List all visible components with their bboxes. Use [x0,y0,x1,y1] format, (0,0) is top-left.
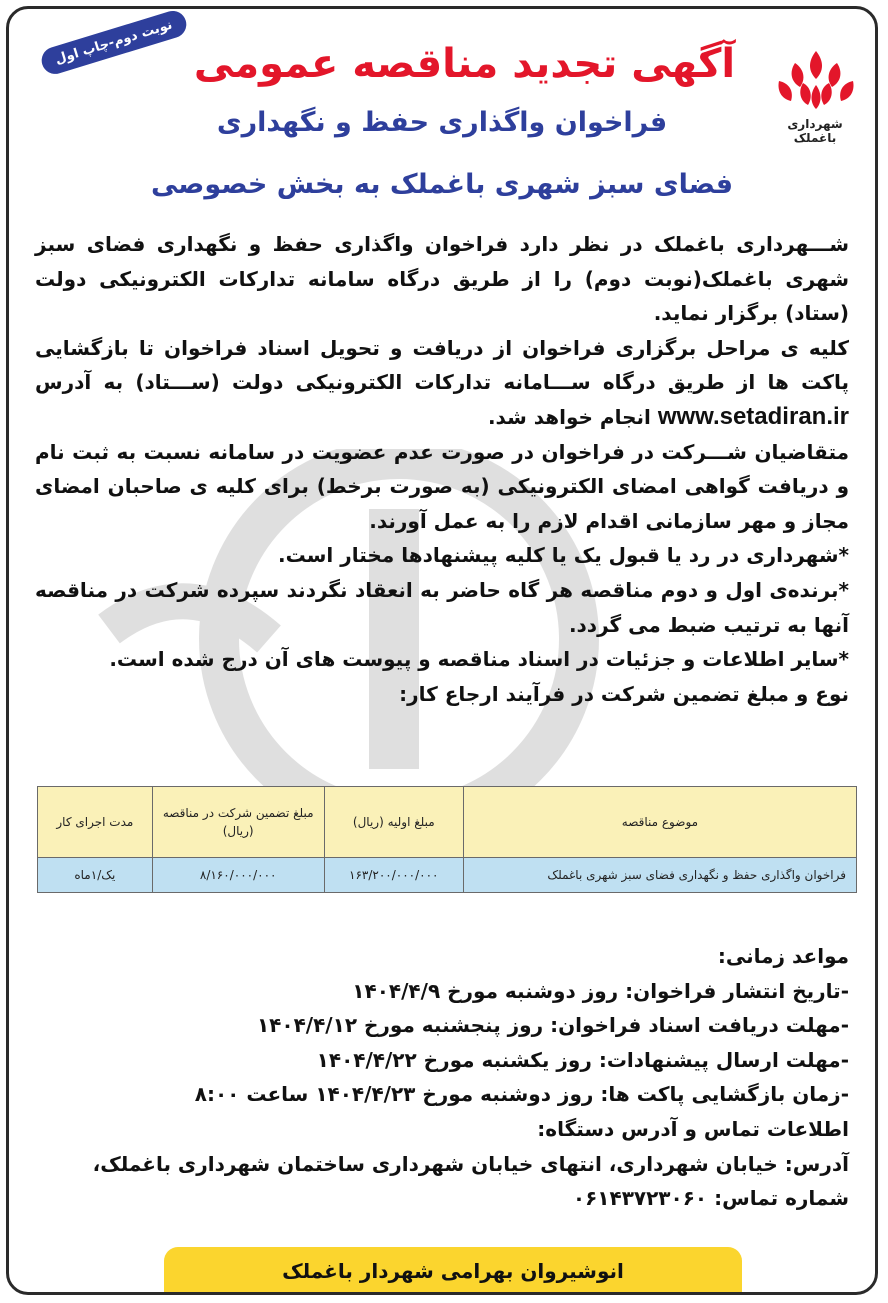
contact-heading: اطلاعات تماس و آدرس دستگاه: [537,1116,849,1141]
submit-deadline: -مهلت ارسال پیشنهادات: روز یکشنبه مورخ ۱۴۰۴/۴/۲۲ [316,1047,849,1072]
publish-date: -تاریخ انتشار فراخوان: روز دوشنبه مورخ ۱۴۰۴/۴/۹ [352,978,849,1003]
cell-guarantee-amount: ۸/۱۶۰/۰۰۰/۰۰۰ [152,858,324,893]
header-subject: موضوع مناقصه [463,787,856,858]
phone-line: شماره تماس: ۰۶۱۴۳۷۲۳۰۶۰ [572,1186,849,1211]
note-other-info: *سایر اطلاعات و جزئیات در اسناد مناقصه و پیوست های آن درج شده است. [109,647,849,672]
table-row [38,858,857,893]
header-initial-amount: مبلغ اولیه (ریال) [324,787,463,858]
paragraph-intro: شـــهرداری باغملک در نظر دارد فراخوان واگذاری حفظ و نگهداری فضای سبز شهری باغملک(نوبت دوم) را از طریق درگاه سامانه تدارکات الکترونیکی دولت (ستاد) برگزار نماید. [35,232,849,326]
cell-duration: یک/۱ماه [38,858,153,893]
cell-initial-amount: ۱۶۳/۲۰۰/۰۰۰/۰۰۰ [324,858,463,893]
cell-subject: فراخوان واگذاری حفظ و نگهداری فضای سبز شهری باغملک [463,858,856,893]
notice-title: آگهی تجدید مناقصه عمومی [193,41,736,87]
guarantee-heading: نوع و مبلغ تضمین شرکت در فرآیند ارجاع کار: [399,681,849,706]
tender-table [37,786,857,893]
subtitle-line-1: فراخوان واگذاری حفظ و نگهداری [216,107,668,138]
schedule-section [35,939,849,1216]
header-guarantee-amount: مبلغ تضمین شرکت در مناقصه (ریال) [152,787,324,858]
address-line: آدرس: خیابان شهرداری، انتهای خیابان شهرداری ساختمان شهرداری باغملک، [92,1151,849,1176]
opening-time: -زمان بازگشایی پاکت ها: روز دوشنبه مورخ ۱۴۰۴/۴/۲۳ ساعت ۸:۰۰ [194,1082,849,1107]
note-rejection-right: *شهرداری در رد یا قبول یک یا کلیه پیشنهادها مختار است. [277,543,849,568]
paragraph-registration: متقاضیان شـــرکت در فراخوان در صورت عدم عضویت در سامانه نسبت به ثبت نام و دریافت گواهی امضای الکترونیکی (به صورت برخط) برای کلیه ی صاحبان امضای مجاز و مهر سازمانی اقدام لازم را به عمل آورند. [35,439,849,533]
notice-frame [6,6,878,1295]
table-header-row [38,787,857,858]
schedule-heading: مواعد زمانی: [717,944,849,968]
mayor-signature-banner: انوشیروان بهرامی شهردار باغملک [164,1247,742,1295]
edition-badge: نوبت دوم-چاپ اول [38,8,189,78]
header-duration: مدت اجرای کار [38,787,153,858]
logo-caption: شهرداری باغملک [787,117,843,145]
notice-body [35,227,849,711]
procedure-text: کلیه ی مراحل برگزاری فراخوان از دریافت و تحویل اسناد فراخوان تا بازگشایی پاکت ها از طریق درگاه ســـامانه تدارکات الکترونیکی دولت (ســـتاد) به آدرس [35,335,849,395]
procedure-end: انجام خواهد شد. [487,404,651,429]
note-deposit-forfeit: *برنده‌ی اول و دوم مناقصه هر گاه حاضر به انعقاد نگردند سپرده شرکت در مناقصه آنها به ترتیب ضبط می گردد. [35,577,849,637]
receive-deadline: -مهلت دریافت اسناد فراخوان: روز پنجشنبه مورخ ۱۴۰۴/۴/۱۲ [256,1013,849,1038]
subtitle-line-2: فضای سبز شهری باغملک به بخش خصوصی [150,169,734,200]
paragraph-procedure [35,331,849,435]
setad-url-link[interactable]: www.setadiran.ir [657,402,849,430]
